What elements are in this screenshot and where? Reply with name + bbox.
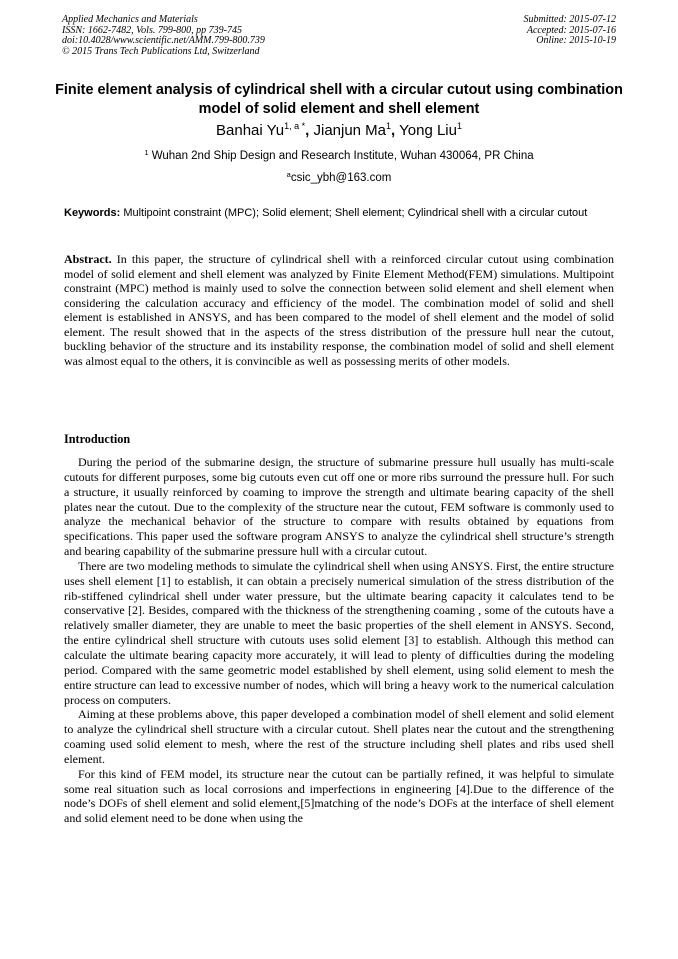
journal-issn: ISSN: 1662-7482, Vols. 799-800, pp 739-745: [62, 24, 242, 36]
author-name: Banhai Yu: [216, 122, 285, 139]
body-paragraph: There are two modeling methods to simulate the cylindrical shell when using ANSYS. First, the entire structure uses shell element [1] to establish, it can obtain a precisely numerical simulation of the stress distribution of the rib-stiffened cylindrical shell under water pressure, but the ultimate bearing capacity it calculates tend to be conservative [2]. Besides, compared with the thickness of the strengthening coaming , some of the cutouts have a relatively smaller diameter, they are unable to meet the basic properties of the shell element in ANSYS. Second, the entire cylindrical shell structure with cutouts uses solid element [3] to establish. Although this method can calculate the ultimate bearing capacity more accurately, it will lead to plenty of difficulties during the modeling period. Compared with the same geometric model established by shell element, using solid element to mesh the entire structure can lead to excessive number of nodes, which will bring a heavy work to the numerical calculation process on computers.: [64, 558, 614, 707]
body-paragraph: For this kind of FEM model, its structure near the cutout can be partially refined, it was helpful to simulate some real situation such as local corrosions and imperfections in engineering [4].Due to the difference of the node’s DOFs of shell element and solid element,[5]matching of the node’s DOFs at the interface of shell element and solid element need to be done when using the: [64, 766, 614, 826]
accepted-date: Accepted: 2015-07-16: [526, 24, 616, 36]
online-date: Online: 2015-10-19: [536, 35, 616, 47]
author-affiliation-mark: 1: [386, 121, 392, 131]
author-email: [0, 171, 678, 185]
journal-name: Applied Mechanics and Materials: [62, 14, 198, 25]
keywords-text: Multipoint constraint (MPC); Solid element; Shell element; Cylindrical shell with a circular cutout: [123, 207, 588, 219]
affiliation-mark: 1: [144, 148, 149, 157]
author-name: Yong Liu: [399, 122, 457, 139]
affiliation: [0, 149, 678, 163]
abstract-text: In this paper, the structure of cylindrical shell with a reinforced circular cutout using combination model of solid element and shell element was analyzed by Finite Element Method(FEM) simulations. Multipoint constraint (MPC) method is mainly used to solve the connection between solid element and shell element when considering the calculation accuracy and efficiency of the model. The combination model of solid and shell element is established in ANSYS, and has been compared to the model of shell element and the model of solid element. The result showed that in the aspects of the stress distribution of the pressure hull near the cutout, buckling behavior of the structure and its instability response, the combination model of solid and shell element was almost equal to the others, it is convincible as well as possessing merits of other models.: [64, 252, 614, 368]
author-separator: ,: [305, 122, 310, 139]
email-mark: a: [286, 170, 291, 179]
journal-info: [62, 15, 265, 57]
submitted-date: Submitted: 2015-07-12: [523, 14, 616, 25]
paper-title: Finite element analysis of cylindrical shell with a circular cutout using combination model of solid element and shell element: [55, 82, 623, 117]
email-text: csic_ybh@163.com: [290, 172, 392, 184]
journal-doi: doi:10.4028/www.scientific.net/AMM.799-800.739: [62, 35, 265, 47]
body-paragraph: During the period of the submarine design, the structure of submarine pressure hull usually has multi-scale cutouts for different purposes, some big cutouts even cut off one or more ribs surround the pressure hull. For such a structure, it usually reinforced by coaming to improve the strength and ultimate bearing capacity of the shell plates near the cutout. Due to the complexity of the structure near the cutout, FEM software is commonly used to analyze the mechanical behavior of the structure to compare with results obtained by equations from specifications. This paper used the software program ANSYS to analyze the cylindrical shell structure’s strength and bearing capability of the submarine pressure hull with a circular cutout.: [64, 455, 614, 559]
author-affiliation-mark: 1: [456, 121, 462, 131]
section-heading: Introduction: [64, 432, 131, 446]
journal-copyright: © 2015 Trans Tech Publications Ltd, Switzerland: [62, 45, 260, 57]
abstract-section: [64, 252, 614, 368]
author-list: [0, 122, 678, 140]
body-paragraph: Aiming at these problems above, this paper developed a combination model of shell element and solid element to analyze the cylindrical shell structure with a circular cutout. Shell plates near the cutout and the strengthening coaming used solid element to mesh, where the rest of the structure including shell plates and ribs used shell element.: [64, 707, 614, 766]
keywords-section: [64, 206, 614, 221]
introduction-body: [64, 455, 614, 826]
author-name: Jianjun Ma: [313, 122, 387, 139]
keywords-label: Keywords:: [64, 207, 121, 219]
affiliation-text: Wuhan 2nd Ship Design and Research Institute, Wuhan 430064, PR China: [151, 150, 534, 162]
author-affiliation-mark: 1, a *: [284, 121, 306, 131]
submission-dates: [524, 15, 617, 47]
author-separator: ,: [391, 122, 396, 139]
abstract-label: Abstract.: [64, 252, 112, 266]
